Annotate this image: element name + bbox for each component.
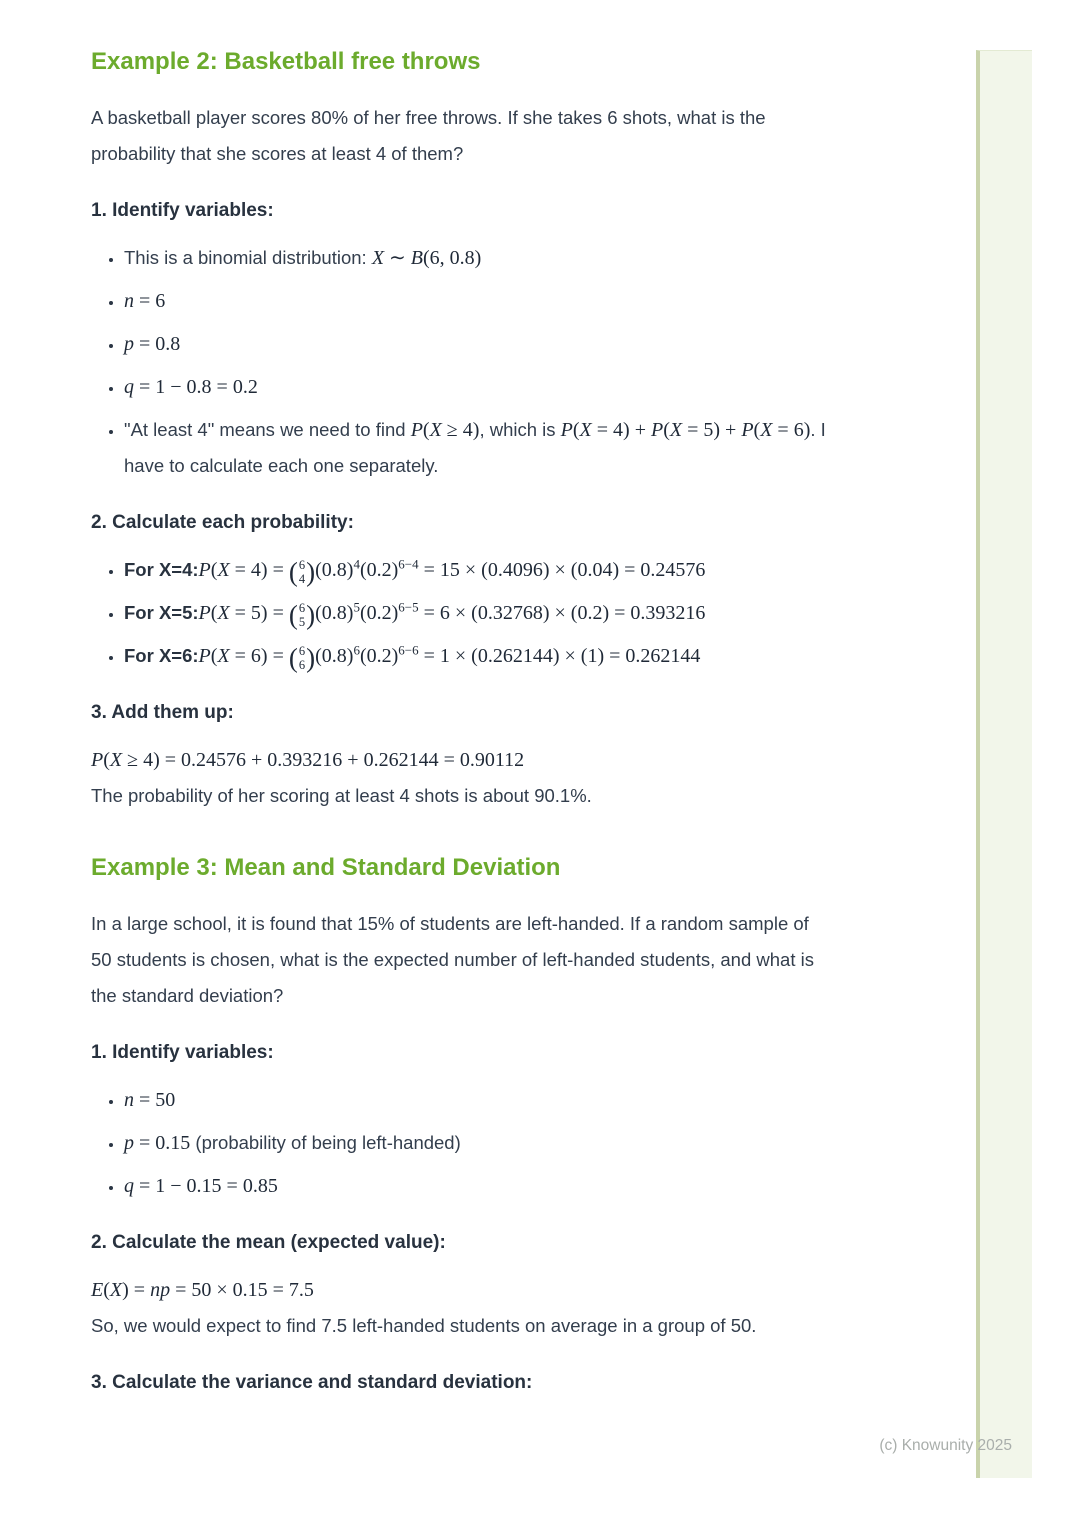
list-item (124, 1125, 833, 1161)
mean-math: E(X) = np = 50 × 0.15 = 7.5 (91, 1279, 314, 1301)
example2-step2-heading: 2. Calculate each probability: (91, 512, 354, 533)
list-item (124, 283, 833, 319)
bullet-math: P(X ≥ 4) (410, 419, 480, 441)
list-item (124, 638, 833, 674)
example3-title: Example 3: Mean and Standard Deviation (91, 854, 561, 881)
calc-math: P(X = 6) = ( 6 6 ) $(0.8)^6(0.2)^{6-6} = 1 \times (0.262144) \times (1) = 0.262144$ (198, 642, 701, 673)
example3-intro: In a large school, it is found that 15% of students are left-handed. If a random sample of 50 students is chosen, what is the expected number of left-handed students, and what is the standard deviation? (91, 913, 814, 1006)
watermark: (c) Knowunity 2025 (879, 1437, 1012, 1454)
bullet-text: , which is (479, 419, 561, 440)
bullet-math: q = 1 − 0.15 = 0.85 (124, 1175, 278, 1197)
example3-step2-heading: 2. Calculate the mean (expected value): (91, 1232, 446, 1253)
example2-variables-list (91, 240, 833, 484)
example2-title: Example 2: Basketball free throws (91, 48, 481, 75)
bullet-math: p = 0.8 (124, 333, 181, 355)
bullet-math: q = 1 − 0.8 = 0.2 (124, 376, 258, 398)
list-item (124, 595, 833, 631)
list-item (124, 1082, 833, 1118)
bullet-math: P(X = 4) + P(X = 5) + P(X = 6) (560, 419, 811, 441)
example2-calculations-list (91, 552, 833, 674)
calc-label: For X=6: (124, 645, 199, 666)
bullet-math: p = 0.15 (124, 1132, 191, 1154)
example2-step1-heading: 1. Identify variables: (91, 200, 274, 221)
bullet-text: "At least 4" means we need to find (124, 419, 411, 440)
bullet-math: X ∼ B(6, 0.8) (371, 247, 482, 269)
right-page-strip (976, 50, 1032, 1478)
list-item (124, 369, 833, 405)
example3-step1-heading: 1. Identify variables: (91, 1042, 274, 1063)
bullet-math: n = 50 (124, 1089, 176, 1111)
bullet-text: . I have to calculate each one separately. (124, 419, 826, 476)
list-item (124, 1168, 833, 1204)
mean-text: So, we would expect to find 7.5 left-handed students on average in a group of 50. (91, 1315, 757, 1336)
calc-label: For X=4: (124, 559, 199, 580)
calc-math: P(X = 5) = ( 6 5 ) $(0.8)^5(0.2)^{6-5} = 6 \times (0.32768) \times (0.2) = 0.393216$ (198, 599, 706, 630)
example3-section (91, 852, 833, 1396)
example2-intro: A basketball player scores 80% of her free throws. If she takes 6 shots, what is the probability that she scores at least 4 of them? (91, 107, 766, 164)
example3-variables-list (91, 1082, 833, 1204)
example3-step3-heading: 3. Calculate the variance and standard deviation: (91, 1372, 533, 1393)
example3-mean-block (91, 1272, 833, 1344)
example2-step3-heading: 3. Add them up: (91, 702, 234, 723)
example2-result (91, 742, 833, 814)
example2-section (91, 46, 833, 814)
calc-math: P(X = 4) = ( 6 4 ) $(0.8)^4(0.2)^{6-4} = 15 \times (0.4096) \times (0.04) = 0.24576$ (198, 556, 706, 587)
result-text: The probability of her scoring at least 4 shots is about 90.1%. (91, 785, 592, 806)
list-item (124, 412, 833, 484)
calc-label: For X=5: (124, 602, 199, 623)
list-item (124, 326, 833, 362)
bullet-text: (probability of being left-handed) (190, 1132, 461, 1153)
list-item (124, 240, 833, 276)
notes-content (91, 46, 833, 1412)
result-math: P(X ≥ 4) = 0.24576 + 0.393216 + 0.262144 = 0.90112 (91, 749, 525, 771)
list-item (124, 552, 833, 588)
bullet-text: This is a binomial distribution: (124, 247, 372, 268)
bullet-math: n = 6 (124, 290, 166, 312)
